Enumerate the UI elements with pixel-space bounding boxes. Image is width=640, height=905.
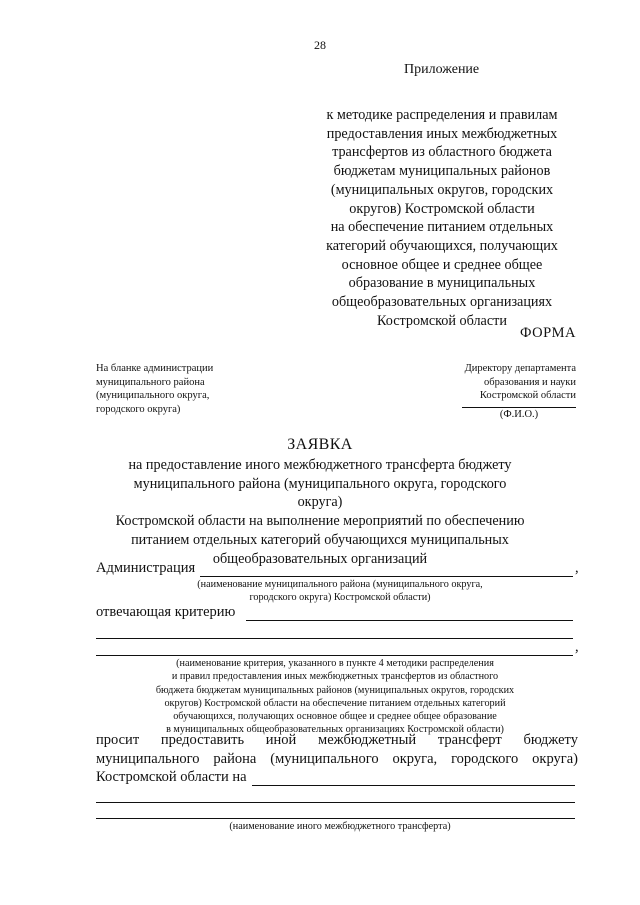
request-line-2 bbox=[96, 751, 578, 768]
appendix-text bbox=[300, 106, 584, 330]
appendix-line: трансфертов из областного бюджета bbox=[332, 144, 552, 161]
caption-line: (наименование муниципального района (муниципального округа, bbox=[197, 579, 483, 590]
criterion-fill-line-1[interactable] bbox=[246, 620, 573, 621]
request-word: (муниципального bbox=[270, 751, 379, 767]
caption-line: городского округа) Костромской области) bbox=[249, 592, 431, 604]
application-subtitle bbox=[110, 456, 530, 568]
appendix-line: округов) Костромской области bbox=[349, 200, 535, 217]
appendix-line: бюджетам муниципальных районов bbox=[333, 163, 551, 180]
fio-signature-line bbox=[462, 407, 576, 408]
subtitle-line: на предоставление иного межбюджетного трансферта бюджету bbox=[128, 457, 512, 473]
appendix-title: Приложение bbox=[404, 62, 480, 77]
transfer-fill-line-2[interactable] bbox=[96, 802, 575, 803]
form-label: ФОРМА bbox=[520, 325, 577, 341]
administration-label: Администрация bbox=[96, 560, 196, 576]
criterion-fill-line-3[interactable] bbox=[96, 655, 573, 656]
request-word: предоставить bbox=[160, 732, 245, 748]
appendix-line: основное общее и среднее общее bbox=[341, 256, 543, 273]
request-word: округа, bbox=[392, 751, 438, 767]
letterhead-line: муниципального района bbox=[96, 376, 205, 388]
page-number: 28 bbox=[314, 38, 326, 52]
appendix-line: Костромской области bbox=[377, 312, 507, 329]
addressee-block bbox=[440, 362, 576, 403]
request-word: городского bbox=[451, 751, 519, 767]
transfer-caption: (наименование иного межбюджетного трансферта) bbox=[229, 821, 451, 832]
appendix-line: образование в муниципальных bbox=[348, 275, 536, 292]
request-word: района bbox=[213, 751, 257, 767]
letterhead-note bbox=[96, 362, 276, 416]
appendix-line: категорий обучающихся, получающих bbox=[326, 237, 558, 254]
criterion-fill-line-2[interactable] bbox=[96, 638, 573, 639]
appendix-line: (муниципальных округов, городских bbox=[330, 181, 554, 198]
criterion-caption bbox=[120, 657, 550, 737]
request-word: бюджету bbox=[523, 732, 578, 748]
addressee-line: образования и науки bbox=[484, 376, 576, 388]
fio-caption: (Ф.И.О.) bbox=[499, 409, 539, 420]
letterhead-line: городского округа) bbox=[96, 403, 181, 415]
caption-line: и правил предоставления иных межбюджетных трансфертов из областного bbox=[171, 671, 499, 683]
request-word: межбюджетный bbox=[318, 732, 417, 748]
subtitle-line: Костромской области на выполнение мероприятий по обеспечению bbox=[115, 513, 525, 530]
transfer-fill-line-1[interactable] bbox=[252, 785, 575, 786]
subtitle-line: питанием отдельных категорий обучающихся муниципальных bbox=[131, 531, 509, 548]
caption-line: обучающихся, получающих основное общее и среднее общее образование bbox=[173, 711, 497, 723]
letterhead-line: (муниципального округа, bbox=[96, 390, 210, 402]
caption-line: в муниципальных общеобразовательных организациях Костромской области) bbox=[166, 724, 504, 736]
request-word: муниципального bbox=[96, 751, 200, 767]
letterhead-line: На бланке администрации bbox=[96, 363, 214, 374]
caption-line: округов) Костромской области на обеспечение питанием отдельных категорий bbox=[164, 697, 506, 709]
request-word: трансферт bbox=[437, 732, 502, 748]
request-word: иной bbox=[265, 732, 297, 748]
administration-comma: , bbox=[575, 560, 579, 576]
request-word: просит bbox=[96, 732, 140, 748]
transfer-fill-line-3[interactable] bbox=[96, 818, 575, 819]
administration-caption bbox=[150, 578, 530, 605]
request-line-1 bbox=[96, 732, 578, 749]
subtitle-line: муниципального района (муниципального округа, городского округа) bbox=[133, 475, 507, 511]
criterion-label: отвечающая критерию bbox=[96, 604, 236, 620]
appendix-line: предоставления иных межбюджетных bbox=[326, 125, 558, 142]
administration-fill-line[interactable] bbox=[200, 576, 573, 577]
appendix-line: к методике распределения и правилам bbox=[326, 107, 558, 123]
addressee-line: Директору департамента bbox=[464, 363, 576, 374]
caption-line: (наименование критерия, указанного в пункте 4 методики распределения bbox=[176, 658, 494, 669]
addressee-line: Костромской области bbox=[479, 390, 576, 402]
criterion-comma: , bbox=[575, 639, 579, 655]
appendix-line: общеобразовательных организациях bbox=[331, 294, 553, 311]
caption-line: бюджета бюджетам муниципальных районов (муниципальных округов, городских bbox=[155, 684, 515, 696]
request-word: округа) bbox=[532, 751, 578, 767]
subtitle-line: общеобразовательных организаций bbox=[212, 550, 428, 567]
application-title: ЗАЯВКА bbox=[287, 436, 353, 453]
appendix-line: на обеспечение питанием отдельных bbox=[330, 219, 554, 236]
request-line-3: Костромской области на bbox=[96, 769, 247, 785]
